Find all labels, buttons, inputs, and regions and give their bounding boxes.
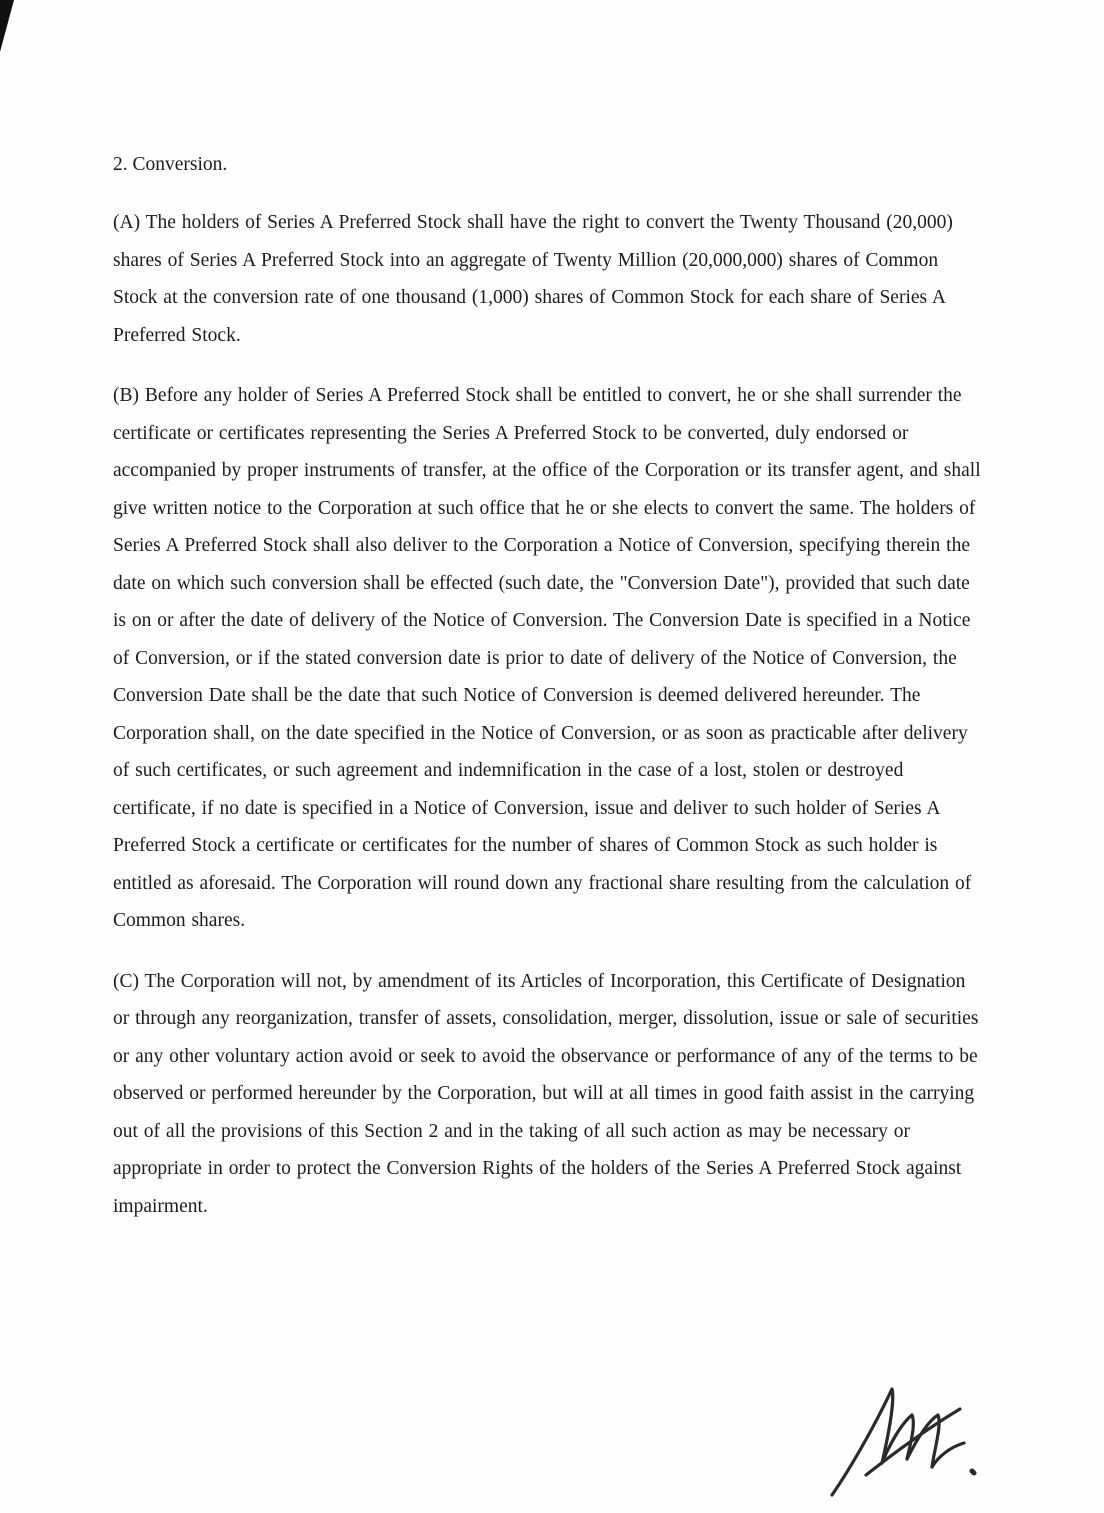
- paragraph-c-corporation-covenant: (C) The Corporation will not, by amendment of its Articles of Incorporation, this Certificate of Designation or through any reorganization, transfer of assets, consolidation, merger, dissolution, issue or sale of securities or any other voluntary action avoid or seek to avoid the observance or performance of any of the terms to be observed or performed hereunder by the Corporation, but will at all times in good faith assist in the carrying out of all the provisions of this Section 2 and in the taking of all such action as may be necessary or appropriate in order to protect the Conversion Rights of the holders of the Series A Preferred Stock against impairment.: [113, 970, 979, 1217]
- paragraph-a-conversion-rights: (A) The holders of Series A Preferred Stock shall have the right to convert the Twenty Thousand (20,000) shares of Series A Preferred Stock into an aggregate of Twenty Million (20,000,000) shares of Common Stock at the conversion rate of one thousand (1,000) shares of Common Stock for each share of Series A Preferred Stock.: [113, 212, 953, 346]
- document-body: [113, 146, 981, 1248]
- scan-artifact-corner: [0, 0, 14, 52]
- section-heading: 2. Conversion.: [113, 154, 228, 175]
- signature-initials-icon: [826, 1379, 986, 1499]
- paragraph-b-conversion-procedure: (B) Before any holder of Series A Preferred Stock shall be entitled to convert, he or she shall surrender the certificate or certificates representing the Series A Preferred Stock to be converted, duly endorsed or accompanied by proper instruments of transfer, at the office of the Corporation or its transfer agent, and shall give written notice to the Corporation at such office that he or she elects to convert the same. The holders of Series A Preferred Stock shall also deliver to the Corporation a Notice of Conversion, specifying therein the date on which such conversion shall be effected (such date, the "Conversion Date"), provided that such date is on or after the date of delivery of the Notice of Conversion. The Conversion Date is specified in a Notice of Conversion, or if the stated conversion date is prior to date of delivery of the Notice of Conversion, the Conversion Date shall be the date that such Notice of Conversion is deemed delivered hereunder. The Corporation shall, on the date specified in the Notice of Conversion, or as soon as practicable after delivery of such certificates, or such agreement and indemnification in the case of a lost, stolen or destroyed certificate, if no date is specified in a Notice of Conversion, issue and deliver to such holder of Series A Preferred Stock a certificate or certificates for the number of shares of Common Stock as such holder is entitled as aforesaid. The Corporation will round down any fractional share resulting from the calculation of Common shares.: [113, 385, 981, 931]
